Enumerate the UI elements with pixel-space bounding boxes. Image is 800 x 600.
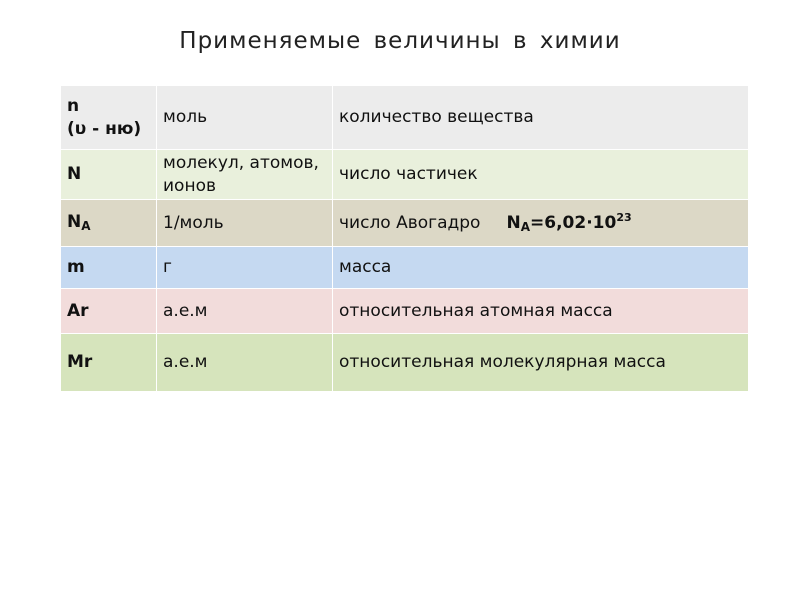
table-row-NA (61, 200, 749, 247)
symbol-cell (61, 86, 157, 150)
description-cell (333, 200, 749, 247)
symbol-text: N (67, 212, 82, 233)
page-title: Применяемые величины в химии (179, 28, 621, 54)
unit-cell: г (157, 247, 333, 289)
description-cell: количество вещества (333, 86, 749, 150)
symbol-cell: Mr (61, 334, 157, 392)
description-cell: число частичек (333, 150, 749, 200)
description-text: число Авогадро (339, 212, 481, 233)
symbol-cell: N (61, 150, 157, 200)
table-row-Ar (61, 289, 749, 334)
symbol-subscript: A (81, 219, 91, 234)
avogadro-formula (506, 210, 632, 234)
table-row-N (61, 150, 749, 200)
symbol-cell: Ar (61, 289, 157, 334)
formula-symbol: N (506, 212, 521, 233)
table-row-m (61, 247, 749, 289)
description-cell: относительная атомная масса (333, 289, 749, 334)
unit-cell: а.е.м (157, 289, 333, 334)
table-row-Mr (61, 334, 749, 392)
symbol-cell: m (61, 247, 157, 289)
description-cell: масса (333, 247, 749, 289)
symbol-cell (61, 200, 157, 247)
formula-subscript: A (520, 219, 530, 234)
description-cell: относительная молекулярная масса (333, 334, 749, 392)
unit-cell: 1/моль (157, 200, 333, 247)
symbol-alt-text: (υ - ню) (67, 118, 142, 139)
formula-value: =6,02·10 (530, 212, 617, 233)
quantities-table (60, 85, 749, 392)
unit-cell: а.е.м (157, 334, 333, 392)
symbol-text: n (67, 96, 80, 117)
formula-exponent: 23 (616, 210, 632, 224)
unit-cell: моль (157, 86, 333, 150)
unit-cell: молекул, атомов, ионов (157, 150, 333, 200)
table-row-n (61, 86, 749, 150)
